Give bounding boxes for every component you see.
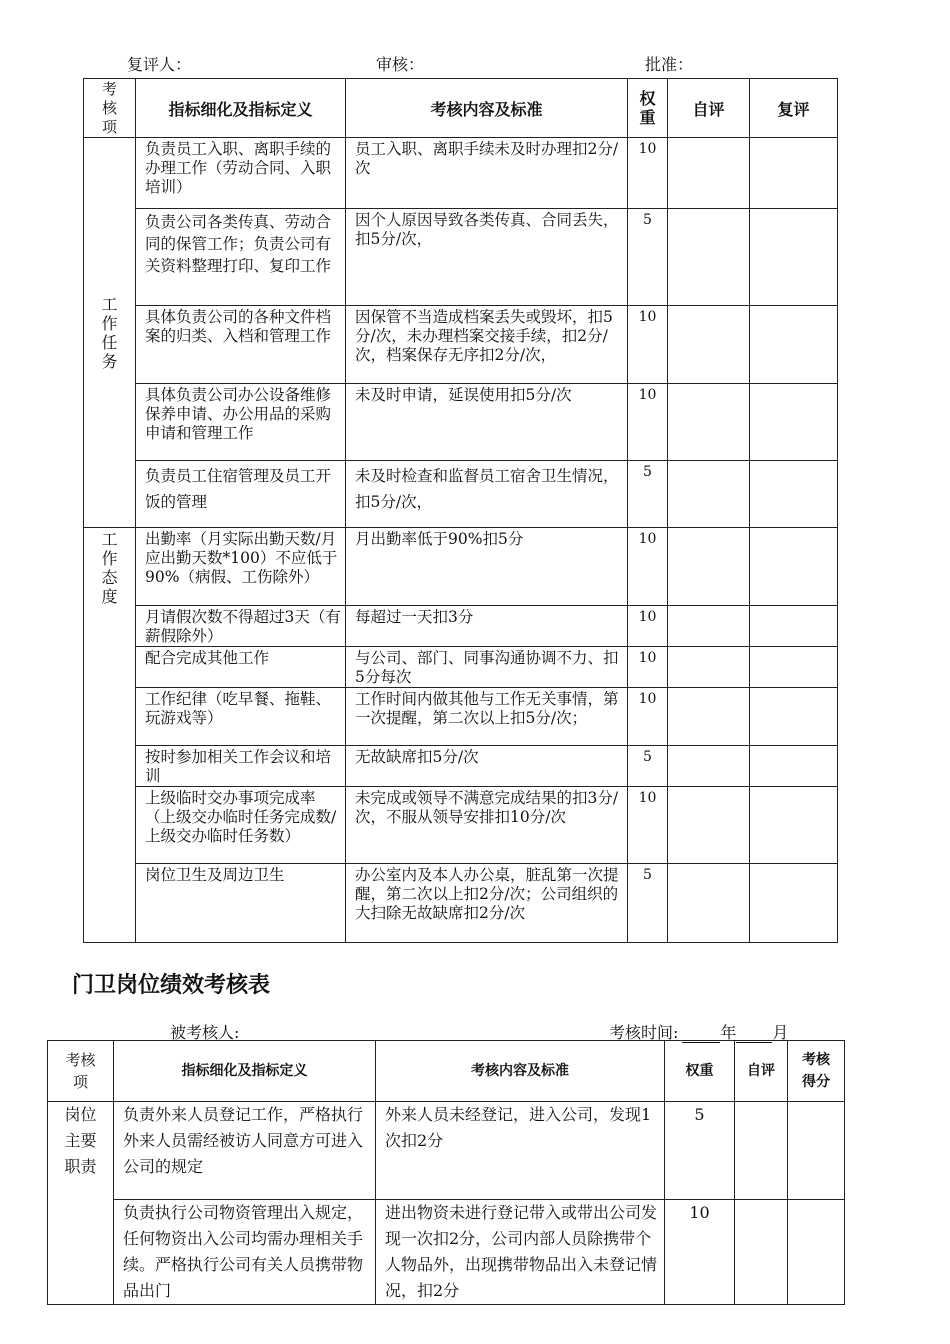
indicator-cell: 具体负责公司办公设备维修保养申请、办公用品的采购申请和管理工作 — [136, 384, 346, 461]
category-work-attitude: 工作态度 — [84, 528, 136, 943]
header-item: 考核项 — [48, 1041, 114, 1102]
table-row — [84, 864, 838, 943]
review-cell[interactable] — [750, 528, 838, 606]
standard-cell: 未及时检查和监督员工宿舍卫生情况，扣5分/次， — [346, 461, 628, 528]
weight-cell: 10 — [665, 1200, 735, 1305]
review-cell[interactable] — [750, 461, 838, 528]
indicator-cell: 负责员工入职、离职手续的办理工作（劳动合同、入职培训） — [136, 138, 346, 209]
weight-cell: 5 — [628, 209, 668, 306]
assessee-label: 被考核人: — [170, 1023, 240, 1042]
review-cell[interactable] — [750, 138, 838, 209]
standard-cell: 因个人原因导致各类传真、合同丢失，扣5分/次， — [346, 209, 628, 306]
table-row — [84, 528, 838, 606]
standard-cell: 月出勤率低于90%扣5分 — [346, 528, 628, 606]
indicator-cell: 工作纪律（吃早餐、拖鞋、玩游戏等） — [136, 688, 346, 746]
review-cell[interactable] — [750, 787, 838, 864]
weight-cell: 10 — [628, 647, 668, 688]
standard-cell: 每超过一天扣3分 — [346, 606, 628, 647]
self-eval-cell[interactable] — [668, 864, 750, 943]
month-label: 月 — [772, 1023, 789, 1042]
indicator-cell: 出勤率（月实际出勤天数/月应出勤天数*100）不应低于90%（病假、工伤除外） — [136, 528, 346, 606]
weight-cell: 10 — [628, 528, 668, 606]
header-weight: 权重 — [628, 79, 668, 138]
table-row — [84, 688, 838, 746]
review-cell[interactable] — [750, 647, 838, 688]
category-work-task: 工作任务 — [84, 138, 136, 528]
standard-cell: 外来人员未经登记，进入公司，发现1次扣2分 — [376, 1102, 665, 1200]
standard-cell: 因保管不当造成档案丢失或毁坏，扣5分/次，未办理档案交接手续，扣2分/次，档案保存无序扣2分/次， — [346, 306, 628, 384]
table-row — [84, 787, 838, 864]
score-cell[interactable] — [788, 1102, 845, 1200]
weight-cell: 10 — [628, 787, 668, 864]
category-main-duty: 岗位主要职责 — [48, 1102, 114, 1305]
indicator-cell: 配合完成其他工作 — [136, 647, 346, 688]
approve-label: 批准： — [645, 55, 694, 74]
table-row — [48, 1102, 845, 1200]
indicator-cell: 岗位卫生及周边卫生 — [136, 864, 346, 943]
assessment-table-1 — [83, 78, 838, 943]
standard-cell: 办公室内及本人办公桌，脏乱第一次提醒，第二次以上扣2分/次；公司组织的大扫除无故缺席扣2分/次 — [346, 864, 628, 943]
table-header-row — [48, 1041, 845, 1102]
standard-cell: 进出物资未进行登记带入或带出公司发现一次扣2分，公司内部人员除携带个人物品外，出现携带物品出入未登记情况，扣2分 — [376, 1200, 665, 1305]
table-row — [84, 746, 838, 787]
header-self: 自评 — [668, 79, 750, 138]
weight-cell: 5 — [628, 746, 668, 787]
indicator-cell: 月请假次数不得超过3天（有薪假除外） — [136, 606, 346, 647]
review-cell[interactable] — [750, 688, 838, 746]
assessment-time-label: 考核时间: — [609, 1023, 679, 1042]
self-eval-cell[interactable] — [668, 787, 750, 864]
standard-cell: 未及时申请，延误使用扣5分/次 — [346, 384, 628, 461]
self-eval-cell[interactable] — [668, 746, 750, 787]
table-row — [84, 461, 838, 528]
table-row — [84, 138, 838, 209]
table-row — [84, 606, 838, 647]
self-eval-cell[interactable] — [668, 647, 750, 688]
weight-cell: 10 — [628, 384, 668, 461]
indicator-cell: 负责外来人员登记工作，严格执行外来人员需经被访人同意方可进入公司的规定 — [114, 1102, 376, 1200]
indicator-cell: 上级临时交办事项完成率（上级交办临时任务完成数/上级交办临时任务数） — [136, 787, 346, 864]
indicator-cell: 按时参加相关工作会议和培训 — [136, 746, 346, 787]
page-title: 门卫岗位绩效考核表 — [72, 973, 271, 998]
table-header-row — [84, 79, 838, 138]
self-eval-cell[interactable] — [668, 688, 750, 746]
self-eval-cell[interactable] — [668, 606, 750, 647]
header-item: 考核项 — [84, 79, 136, 138]
score-cell[interactable] — [788, 1200, 845, 1305]
weight-cell: 10 — [628, 606, 668, 647]
table-row — [48, 1200, 845, 1305]
table-row — [84, 306, 838, 384]
header-review: 复评 — [750, 79, 838, 138]
header-indicator: 指标细化及指标定义 — [114, 1041, 376, 1102]
weight-cell: 10 — [628, 306, 668, 384]
header-content: 考核内容及标准 — [376, 1041, 665, 1102]
self-eval-cell[interactable] — [735, 1200, 788, 1305]
table-row — [84, 384, 838, 461]
header-score: 考核得分 — [788, 1041, 845, 1102]
review-cell[interactable] — [750, 384, 838, 461]
header-weight: 权重 — [665, 1041, 735, 1102]
indicator-cell: 负责执行公司物资管理出入规定，任何物资出入公司均需办理相关手续。严格执行公司有关人员携带物品出门 — [114, 1200, 376, 1305]
indicator-cell: 负责员工住宿管理及员工开饭的管理 — [136, 461, 346, 528]
review-cell[interactable] — [750, 209, 838, 306]
weight-cell: 10 — [628, 138, 668, 209]
table-row — [84, 647, 838, 688]
standard-cell: 无故缺席扣5分/次 — [346, 746, 628, 787]
self-eval-cell[interactable] — [735, 1102, 788, 1200]
standard-cell: 未完成或领导不满意完成结果的扣3分/次，不服从领导安排扣10分/次 — [346, 787, 628, 864]
review-cell[interactable] — [750, 606, 838, 647]
standard-cell: 工作时间内做其他与工作无关事情，第一次提醒，第二次以上扣5分/次； — [346, 688, 628, 746]
self-eval-cell[interactable] — [668, 138, 750, 209]
review-cell[interactable] — [750, 306, 838, 384]
standard-cell: 与公司、部门、同事沟通协调不力、扣5分每次 — [346, 647, 628, 688]
indicator-cell: 具体负责公司的各种文件档案的归类、入档和管理工作 — [136, 306, 346, 384]
review-cell[interactable] — [750, 864, 838, 943]
header-content: 考核内容及标准 — [346, 79, 628, 138]
weight-cell: 5 — [628, 864, 668, 943]
header-indicator: 指标细化及指标定义 — [136, 79, 346, 138]
year-label: 年 — [720, 1023, 737, 1042]
self-eval-cell[interactable] — [668, 209, 750, 306]
weight-cell: 10 — [628, 688, 668, 746]
audit-label: 审核： — [376, 55, 425, 74]
self-eval-cell[interactable] — [668, 528, 750, 606]
standard-cell: 员工入职、离职手续未及时办理扣2分/次 — [346, 138, 628, 209]
weight-cell: 5 — [665, 1102, 735, 1200]
gatekeeper-assessment-table — [47, 1040, 845, 1305]
table-row — [84, 209, 838, 306]
review-cell[interactable] — [750, 746, 838, 787]
self-eval-cell[interactable] — [668, 384, 750, 461]
reviewer-label: 复评人： — [127, 55, 192, 74]
self-eval-cell[interactable] — [668, 461, 750, 528]
indicator-cell: 负责公司各类传真、劳动合同的保管工作；负责公司有关资料整理打印、复印工作 — [136, 209, 346, 306]
header-self: 自评 — [735, 1041, 788, 1102]
self-eval-cell[interactable] — [668, 306, 750, 384]
weight-cell: 5 — [628, 461, 668, 528]
